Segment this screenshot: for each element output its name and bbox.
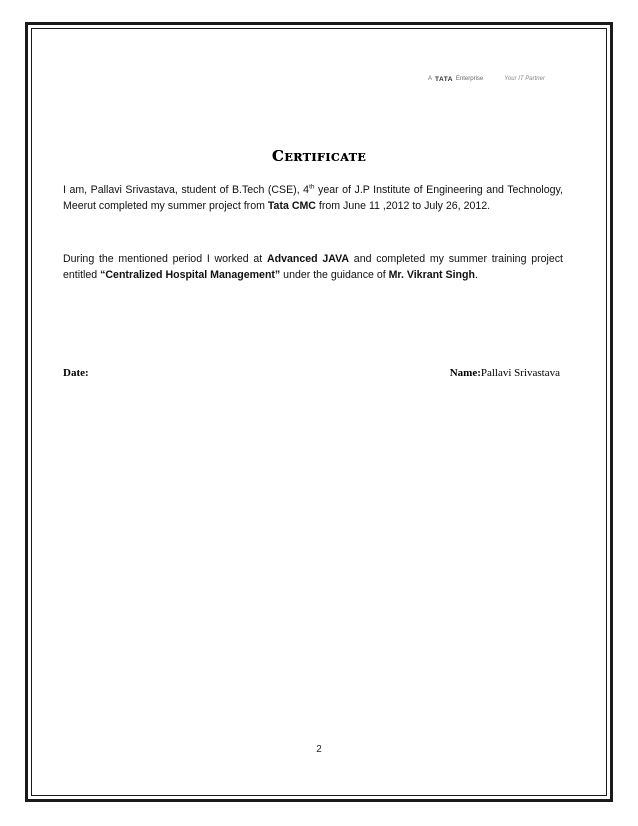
p1-company: Tata CMC [267, 199, 316, 212]
p2-text-3: under the guidance of [280, 268, 389, 281]
page-number: 2 [316, 744, 322, 755]
p2-text-2: and completed my summer training project entitled [63, 253, 563, 281]
date-label: Date: [63, 367, 89, 379]
name-block [450, 367, 560, 379]
p1-superscript: th [309, 183, 315, 191]
p2-project-title: “Centralized Hospital Management” [100, 268, 281, 281]
logo-suffix: Enterprise [455, 76, 484, 82]
logo-brand: TATA [435, 75, 453, 83]
p2-guide: Mr. Vikrant Singh [388, 268, 475, 281]
p1-text-2: year of J.P Institute of Engineering and Technology, Meerut completed my summer project from [63, 184, 563, 212]
p2-text-4: . [474, 268, 478, 281]
name-value: Pallavi Srivastava [480, 367, 560, 379]
p1-text-1: I am, Pallavi Srivastava, student of B.Tech (CSE), 4 [63, 184, 310, 196]
certificate-paragraph-2 [63, 252, 563, 283]
p2-technology: Advanced JAVA [267, 253, 350, 265]
certificate-paragraph-1 [63, 183, 563, 214]
page-border-inner [31, 28, 607, 796]
logo-tagline: Your IT Partner [504, 76, 545, 82]
p1-text-3: from June 11 ,2012 to July 26, 2012. [315, 199, 491, 212]
tata-logo [428, 72, 568, 86]
p2-text-1: During the mentioned period I worked at [63, 253, 267, 265]
name-label: Name: [449, 367, 481, 379]
logo-prefix: A [428, 76, 433, 82]
certificate-title: Certificate [271, 147, 367, 165]
